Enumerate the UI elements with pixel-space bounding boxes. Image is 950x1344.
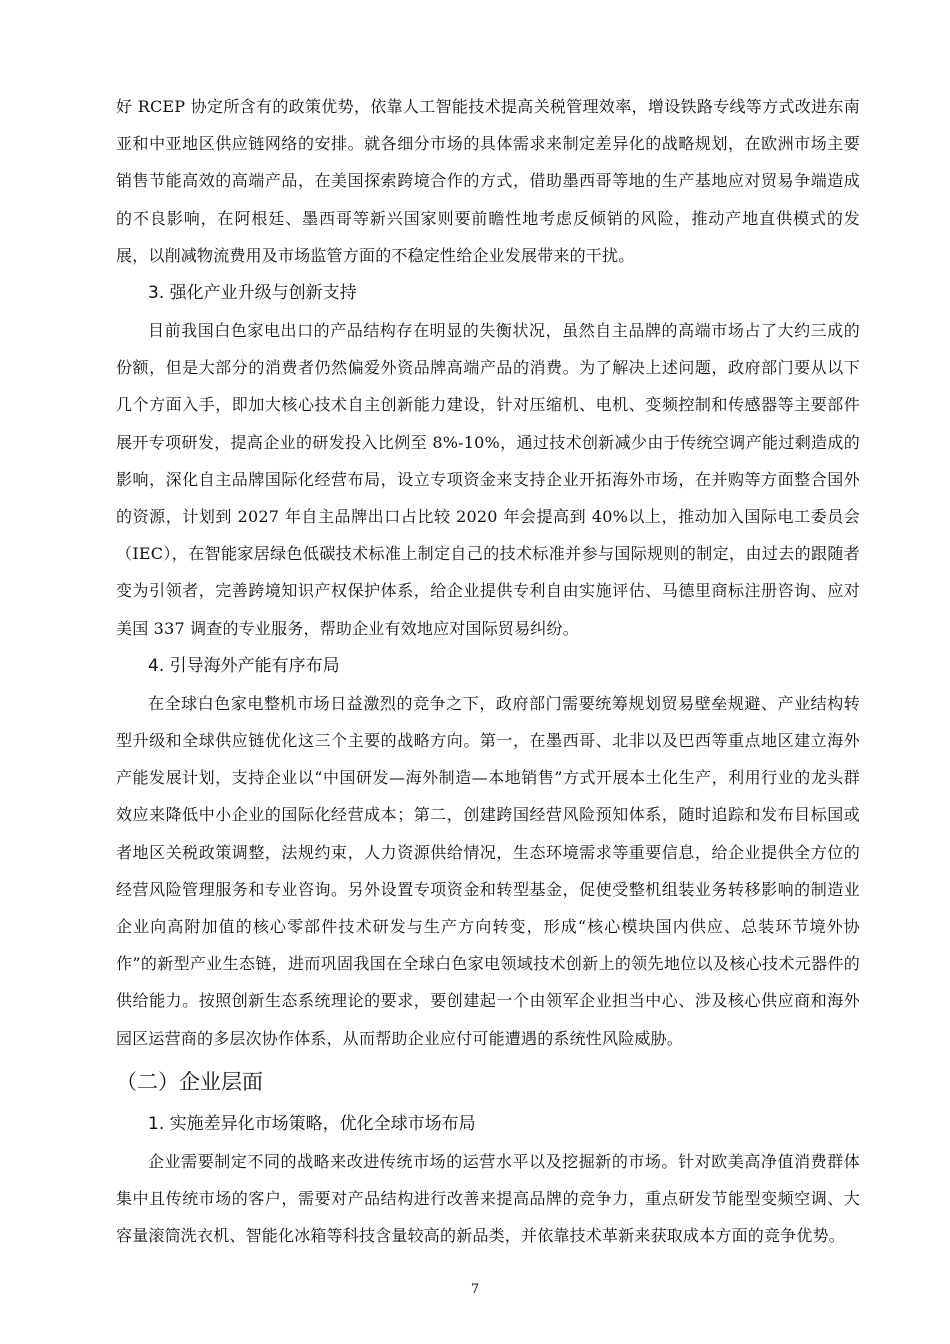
page-number: 7 [470, 1282, 480, 1297]
paragraph-differentiated-market-strategy: 企业需要制定不同的战略来改进传统市场的运营水平以及挖掘新的市场。针对欧美高净值消费群体集中且传统市场的客户，需要对产品结构进行改善来提高品牌的竞争力，重点研发节能型变频空调、大容量滚筒洗衣机、智能化冰箱等科技含量较高的新品类，并依靠技术革新来获取成本方面的竞争优势。 [116, 1151, 860, 1246]
heading-differentiated-market-strategy: 1. 实施差异化市场策略，优化全球市场布局 [148, 1113, 476, 1134]
paragraph-continuation: 好 RCEP 协定所含有的政策优势，依靠人工智能技术提高关税管理效率，增设铁路专线等方式改进东南亚和中亚地区供应链网络的安排。就各细分市场的具体需求来制定差异化的战略规划，在欧洲市场主要销售节能高效的高端产品，在美国探索跨境合作的方式，借助墨西哥等地的生产基地应对贸易争端造成的不良影响，在阿根廷、墨西哥等新兴国家则要前瞻性地考虑反倾销的风险，推动产地直供模式的发展，以削减物流费用及市场监管方面的不稳定性给企业发展带来的干扰。 [116, 97, 860, 265]
paragraph-overseas-capacity: 在全球白色家电整机市场日益激烈的竞争之下，政府部门需要统筹规划贸易壁垒规避、产业结构转型升级和全球供应链优化这三个主要的战略方向。第一，在墨西哥、北非以及巴西等重点地区建立海外产能发展计划，支持企业以“中国研发—海外制造—本地销售”方式开展本土化生产，利用行业的龙头群效应来降低中小企业的国际化经营成本；第二，创建跨国经营风险预知体系，随时追踪和发布目标国或者地区关税政策调整，法规约束，人力资源供给情况，生态环境需求等重要信息，给企业提供全方位的经营风险管理服务和专业咨询。另外设置专项资金和转型基金，促使受整机组装业务转移影响的制造业企业向高附加值的核心零部件技术研发与生产方向转变，形成“核心模块国内供应、总装环节境外协作”的新型产业生态链，进而巩固我国在全球白色家电领域技术创新上的领先地位以及核心技术元器件的供给能力。按照创新生态系统理论的要求，要创建起一个由领军企业担当中心、涉及核心供应商和海外园区运营商的多层次协作体系，从而帮助企业应付可能遭遇的系统性风险威胁。 [116, 693, 860, 1048]
heading-strengthen-industry-upgrade: 3. 强化产业升级与创新支持 [148, 283, 357, 304]
heading-enterprise-level: （二）企业层面 [116, 1069, 263, 1094]
page-body [116, 88, 860, 1254]
heading-overseas-capacity: 4. 引导海外产能有序布局 [148, 655, 340, 676]
paragraph-industry-upgrade: 目前我国白色家电出口的产品结构存在明显的失衡状况，虽然自主品牌的高端市场占了大约三成的份额，但是大部分的消费者仍然偏爱外资品牌高端产品的消费。为了解决上述问题，政府部门要从以下几个方面入手，即加大核心技术自主创新能力建设，针对压缩机、电机、变频控制和传感器等主要部件展开专项研发，提高企业的研发投入比例至 8%-10%，通过技术创新减少由于传统空调产能过剩造成的影响，深化自主品牌国际化经营布局，设立专项资金来支持企业开拓海外市场，在并购等方面整合国外的资源，计划到 2027 年自主品牌出口占比较 2020 年会提高到 40%以上，推动加入国际电工委员会（IEC），在智能家居绿色低碳技术标准上制定自己的技术标准并参与国际规则的制定，由过去的跟随者变为引领者，完善跨境知识产权保护体系，给企业提供专利自由实施评估、马德里商标注册咨询、应对美国 337 调查的专业服务，帮助企业有效地应对国际贸易纠纷。 [116, 321, 860, 638]
